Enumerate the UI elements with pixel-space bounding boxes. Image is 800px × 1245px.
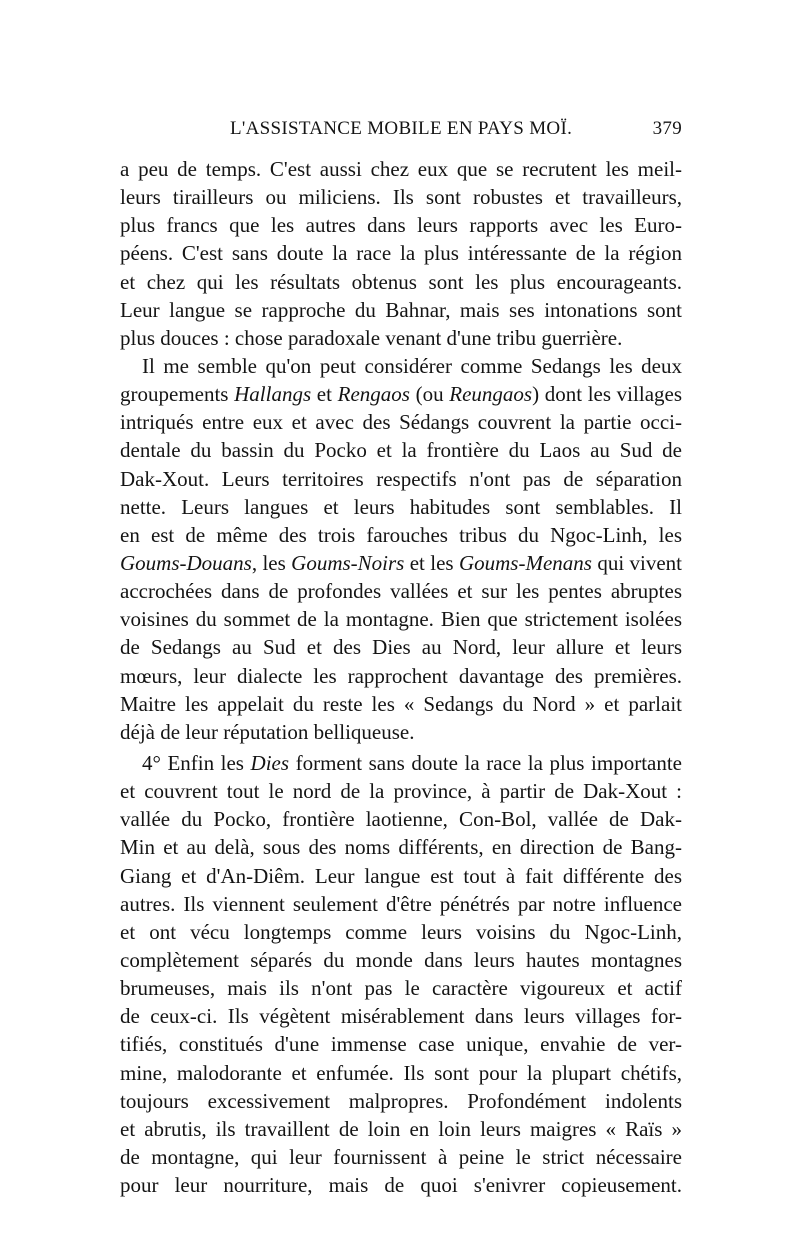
text-line xyxy=(120,974,682,1002)
italic-text: Goums-Menans xyxy=(458,550,592,575)
text-line xyxy=(120,352,682,380)
text-line xyxy=(120,890,682,918)
text-run: brumeuses, mais ils n'ont pas le caractère vigoureux et actif xyxy=(120,976,682,1001)
text-line xyxy=(120,1115,682,1143)
body-text xyxy=(120,155,682,1199)
text-run: toujours excessivement malpropres. Profondément indolents xyxy=(120,1088,682,1113)
text-line xyxy=(120,862,682,890)
text-line xyxy=(120,718,682,746)
text-run: et couvrent tout le nord de la province, à partir de Dak-Xout : xyxy=(120,779,682,804)
text-line xyxy=(120,1002,682,1030)
text-run: mine, malodorante et enfumée. Ils sont pour la plupart chétifs, xyxy=(120,1060,682,1085)
text-run: Min et au delà, sous des noms différents, en direction de Bang- xyxy=(120,835,682,860)
text-line xyxy=(120,918,682,946)
text-line xyxy=(120,1171,682,1199)
text-line xyxy=(120,1087,682,1115)
text-line xyxy=(120,239,682,267)
page-number: 379 xyxy=(652,118,682,139)
text-run: Dak-Xout. Leurs territoires respectifs n'ont pas de séparation xyxy=(120,466,682,491)
text-line xyxy=(120,777,682,805)
text-run: vallée du Pocko, frontière laotienne, Con-Bol, vallée de Dak- xyxy=(120,807,682,832)
text-line xyxy=(120,805,682,833)
text-line xyxy=(120,493,682,521)
text-line xyxy=(120,946,682,974)
text-run: plus francs que les autres dans leurs rapports avec les Euro- xyxy=(120,213,682,238)
text-line xyxy=(120,408,682,436)
text-run: complètement séparés du monde dans leurs hautes montagnes xyxy=(120,947,682,972)
text-run: accrochées dans de profondes vallées et sur les pentes abruptes xyxy=(120,579,682,604)
text-run: dentale du bassin du Pocko et la frontière du Laos au Sud de xyxy=(120,438,682,463)
text-line xyxy=(120,465,682,493)
text-line xyxy=(120,1059,682,1087)
text-run: et chez qui les résultats obtenus sont les plus encourageants. xyxy=(120,269,682,294)
text-line xyxy=(120,662,682,690)
text-run: Giang et d'An-Diêm. Leur langue est tout à fait différente des xyxy=(120,863,682,888)
text-run: et abrutis, ils travaillent de loin en loin leurs maigres « Raïs » xyxy=(120,1116,682,1141)
text-run: ) dont les villages xyxy=(532,382,682,407)
text-run: voisines du sommet de la montagne. Bien que strictement isolées xyxy=(120,607,682,632)
text-run: en est de même des trois farouches tribus du Ngoc-Linh, les xyxy=(120,522,682,547)
text-run: Maitre les appelait du reste les « Sedangs du Nord » et parlait xyxy=(120,691,682,716)
text-line xyxy=(120,1143,682,1171)
text-line xyxy=(120,521,682,549)
italic-text: Dies xyxy=(250,750,290,775)
running-head xyxy=(120,118,682,144)
text-line xyxy=(120,211,682,239)
text-line xyxy=(120,749,682,777)
text-run: autres. Ils viennent seulement d'être pénétrés par notre influence xyxy=(120,891,682,916)
text-run: de montagne, qui leur fournissent à peine le strict nécessaire xyxy=(120,1144,682,1169)
text-run: pour leur nourriture, mais de quoi s'enivrer copieusement. xyxy=(120,1173,682,1198)
text-run: groupements xyxy=(120,382,235,407)
text-run: et xyxy=(311,382,338,407)
text-run: déjà de leur réputation belliqueuse. xyxy=(120,719,415,744)
text-run: et ont vécu longtemps comme leurs voisins du Ngoc-Linh, xyxy=(120,919,682,944)
text-run: Il me semble qu'on peut considérer comme Sedangs les deux xyxy=(142,353,682,378)
text-line xyxy=(120,833,682,861)
text-line xyxy=(120,549,682,577)
text-line xyxy=(120,380,682,408)
text-line xyxy=(120,268,682,296)
text-line xyxy=(120,577,682,605)
italic-text: Goums-Douans xyxy=(120,550,252,575)
text-run: nette. Leurs langues et leurs habitudes sont semblables. Il xyxy=(120,494,682,519)
italic-text: Reungaos xyxy=(449,382,533,407)
text-run: , les xyxy=(251,550,292,575)
text-run: 4° Enfin les xyxy=(142,750,251,775)
text-run: a peu de temps. C'est aussi chez eux que se recrutent les meil- xyxy=(120,157,682,181)
text-line xyxy=(120,183,682,211)
text-run: tifiés, constitués d'une immense case unique, envahie de ver- xyxy=(120,1032,682,1057)
italic-text: Goums-Noirs xyxy=(291,550,405,575)
text-line xyxy=(120,690,682,718)
text-run: forment sans doute la race la plus importante xyxy=(289,750,682,775)
text-run: péens. C'est sans doute la race la plus intéressante de la région xyxy=(120,241,682,266)
text-run: de ceux-ci. Ils végètent misérablement dans leurs villages for- xyxy=(120,1004,682,1029)
running-title: L'ASSISTANCE MOBILE EN PAYS MOÏ. xyxy=(230,118,573,139)
text-run: plus douces : chose paradoxale venant d'une tribu guerrière. xyxy=(120,325,623,350)
text-run: de Sedangs au Sud et des Dies au Nord, leur allure et leurs xyxy=(120,635,682,660)
text-line xyxy=(120,605,682,633)
italic-text: Hallangs xyxy=(234,382,312,407)
text-run: mœurs, leur dialecte les rapprochent davantage des premières. xyxy=(120,663,682,688)
text-run: et les xyxy=(404,550,459,575)
text-line xyxy=(120,436,682,464)
italic-text: Rengaos xyxy=(337,382,410,407)
text-line xyxy=(120,1030,682,1058)
text-run: qui vivent xyxy=(591,550,682,575)
text-run: (ou xyxy=(409,382,450,407)
text-run: intriqués entre eux et avec des Sédangs couvrent la partie occi- xyxy=(120,410,682,435)
text-line xyxy=(120,633,682,661)
text-run: leurs tirailleurs ou miliciens. Ils sont robustes et travailleurs, xyxy=(120,185,682,210)
text-line xyxy=(120,296,682,324)
text-line xyxy=(120,324,682,352)
text-line xyxy=(120,155,682,183)
text-run: Leur langue se rapproche du Bahnar, mais ses intonations sont xyxy=(120,297,682,322)
